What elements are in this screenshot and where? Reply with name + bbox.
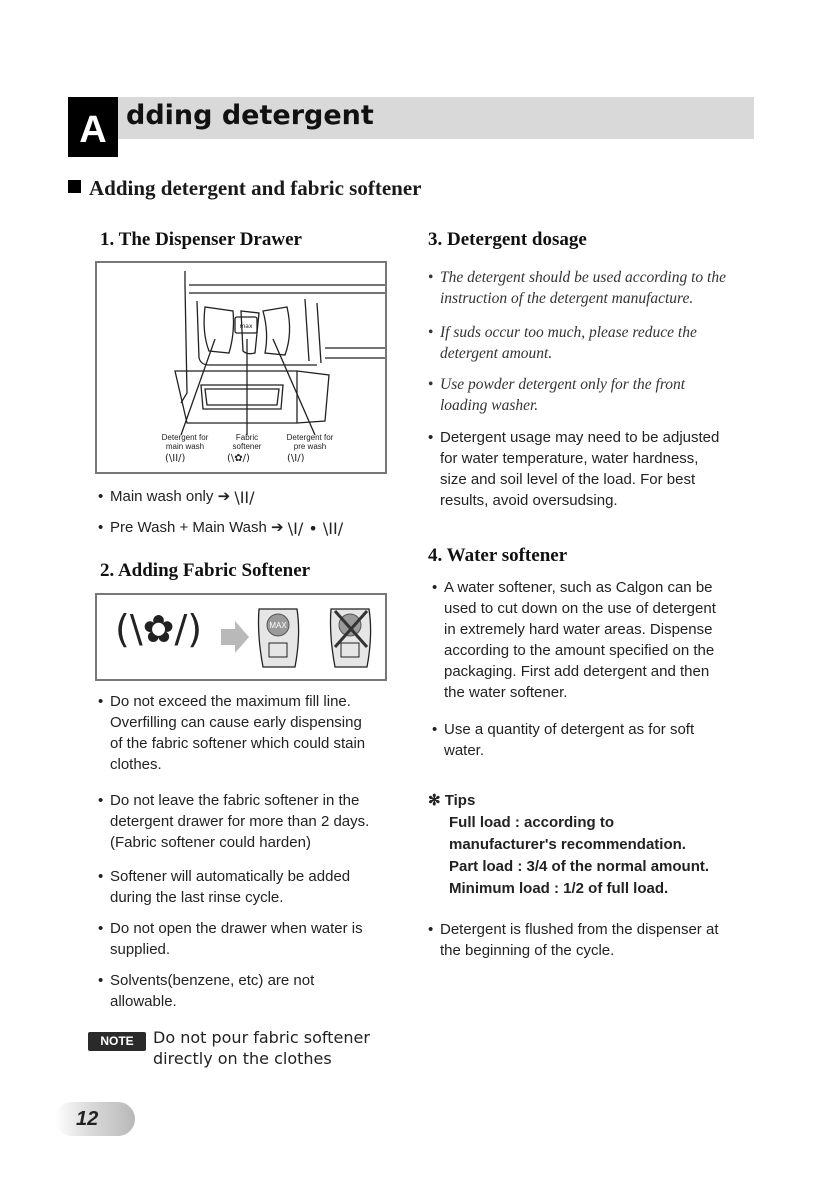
pre-main-wash-mark: \I/ • \II/ <box>287 518 344 538</box>
list-item-line: supplied. <box>110 941 171 958</box>
asterisk-icon: ✻ <box>428 792 441 809</box>
section-title <box>68 176 421 201</box>
list-item-line: during the last rinse cycle. <box>110 889 284 906</box>
list-item-line: of the fabric softener which could stain <box>110 735 366 752</box>
header-letter-box: A <box>68 97 118 157</box>
list-item-line: Detergent usage may need to be adjusted <box>440 429 720 446</box>
dosage-heading: 3. Detergent dosage <box>428 229 587 250</box>
bullet-dot-icon: • <box>428 269 434 286</box>
label-main-wash: Detergent for main wash <box>161 433 209 451</box>
list-item-line: Detergent is flushed from the dispenser at <box>440 921 719 938</box>
list-item-line: the water softener. <box>444 684 568 701</box>
list-item <box>432 719 762 761</box>
bullet-dot-icon: • <box>428 429 434 446</box>
list-item-line: size and soil level of the load. For best <box>440 471 696 488</box>
list-item-line: Softener will automatically be added <box>110 868 351 885</box>
list-item-line: detergent drawer for more than 2 days. <box>110 813 370 830</box>
list-item-line: packaging. First add detergent and then <box>444 663 710 680</box>
bullet-dot-icon: • <box>432 721 438 738</box>
list-item <box>98 691 398 775</box>
pre-wash-symbol: (\I/) <box>287 453 305 464</box>
max-label: MAX <box>269 621 287 630</box>
list-item: • Main wash only ➔ \II/ <box>98 487 255 507</box>
list-item <box>98 866 398 908</box>
list-item <box>428 919 768 961</box>
tip-line: manufacturer's recommendation. <box>449 836 686 853</box>
softener-compartment-symbol: (\✿/) <box>115 607 203 651</box>
list-item-line: detergent amount. <box>440 345 553 362</box>
list-item-line: used to cut down on the use of detergent <box>444 600 716 617</box>
arrow-right-icon <box>221 621 249 653</box>
list-item: • Pre Wash + Main Wash ➔ \I/ • \II/ <box>98 518 344 538</box>
tips-block <box>428 790 709 900</box>
list-item-line: according to the amount specified on the <box>444 642 715 659</box>
list-item-line: Do not open the drawer when water is <box>110 920 363 937</box>
list-item-line: loading washer. <box>440 397 539 414</box>
list-item-line: water. <box>444 742 485 759</box>
dispenser-drawer-figure <box>95 261 387 474</box>
bullet-dot-icon: • <box>98 792 104 809</box>
bullet-dot-icon: • <box>98 868 104 885</box>
softener-fill-illustration <box>97 595 385 679</box>
main-wash-mark: \II/ <box>234 487 255 507</box>
list-item-line: results, avoid oversudsing. <box>440 492 618 509</box>
bullet-dot-icon: • <box>98 693 104 710</box>
list-item <box>428 267 758 309</box>
list-item-line: If suds occur too much, please reduce the <box>440 324 697 341</box>
fabric-softener-heading: 2. Adding Fabric Softener <box>100 560 311 581</box>
list-item-line: in extremely hard water areas. Dispense <box>444 621 713 638</box>
dispenser-heading: 1. The Dispenser Drawer <box>100 229 302 250</box>
bullet-dot-icon: • <box>98 920 104 937</box>
list-item-line: for water temperature, water hardness, <box>440 450 699 467</box>
note-text: Do not pour fabric softener directly on the clothes <box>153 1028 370 1068</box>
bullet-dot-icon: • <box>428 376 434 393</box>
list-item <box>98 918 398 960</box>
max-mark: max <box>239 323 253 330</box>
water-softener-heading: 4. Water softener <box>428 545 568 566</box>
list-item-line: instruction of the detergent manufacture. <box>440 290 694 307</box>
list-item <box>428 427 758 511</box>
bullet-dot-icon: • <box>428 324 434 341</box>
list-item-line: (Fabric softener could harden) <box>110 834 311 851</box>
list-item-line: Do not leave the fabric softener in the <box>110 792 360 809</box>
list-item <box>432 577 762 703</box>
list-item-line: clothes. <box>110 756 162 773</box>
page-title: dding detergent <box>126 100 374 131</box>
softener-symbol: (\✿/) <box>227 453 250 464</box>
tip-line: Minimum load : 1/2 of full load. <box>449 880 669 897</box>
list-item-line: Do not exceed the maximum fill line. <box>110 693 351 710</box>
page-number: 12 <box>76 1108 99 1130</box>
tip-line: Part load : 3/4 of the normal amount. <box>449 858 710 875</box>
note-badge: NOTE <box>88 1032 146 1051</box>
list-item-line: the beginning of the cycle. <box>440 942 615 959</box>
list-item-line: Use powder detergent only for the front <box>440 376 686 393</box>
list-item-line: Overfilling can cause early dispensing <box>110 714 362 731</box>
section-title-text: Adding detergent and fabric softener <box>89 176 422 200</box>
bullet-dot-icon: • <box>428 921 434 938</box>
fabric-softener-figure <box>95 593 387 681</box>
list-item <box>428 374 758 416</box>
list-item <box>98 970 398 1012</box>
list-item-line: allowable. <box>110 993 177 1010</box>
list-item-line: Use a quantity of detergent as for soft <box>444 721 695 738</box>
label-fabric-softener: Fabric softener <box>232 433 262 451</box>
list-item-line: The detergent should be used according to the <box>440 269 726 286</box>
tip-line: Full load : according to <box>449 814 614 831</box>
list-item <box>98 790 398 853</box>
list-item-line: A water softener, such as Calgon can be <box>444 579 713 596</box>
main-wash-symbol: (\II/) <box>165 453 186 464</box>
label-pre-wash: Detergent for pre wash <box>286 433 334 451</box>
tips-title: Tips <box>444 792 476 809</box>
arrow-icon: ➔ <box>217 488 231 505</box>
arrow-icon: ➔ <box>271 519 284 536</box>
list-item-line: Solvents(benzene, etc) are not <box>110 972 315 989</box>
list-item <box>428 322 758 364</box>
square-bullet-icon <box>68 180 81 193</box>
bullet-dot-icon: • <box>98 972 104 989</box>
bullet-dot-icon: • <box>432 579 438 596</box>
